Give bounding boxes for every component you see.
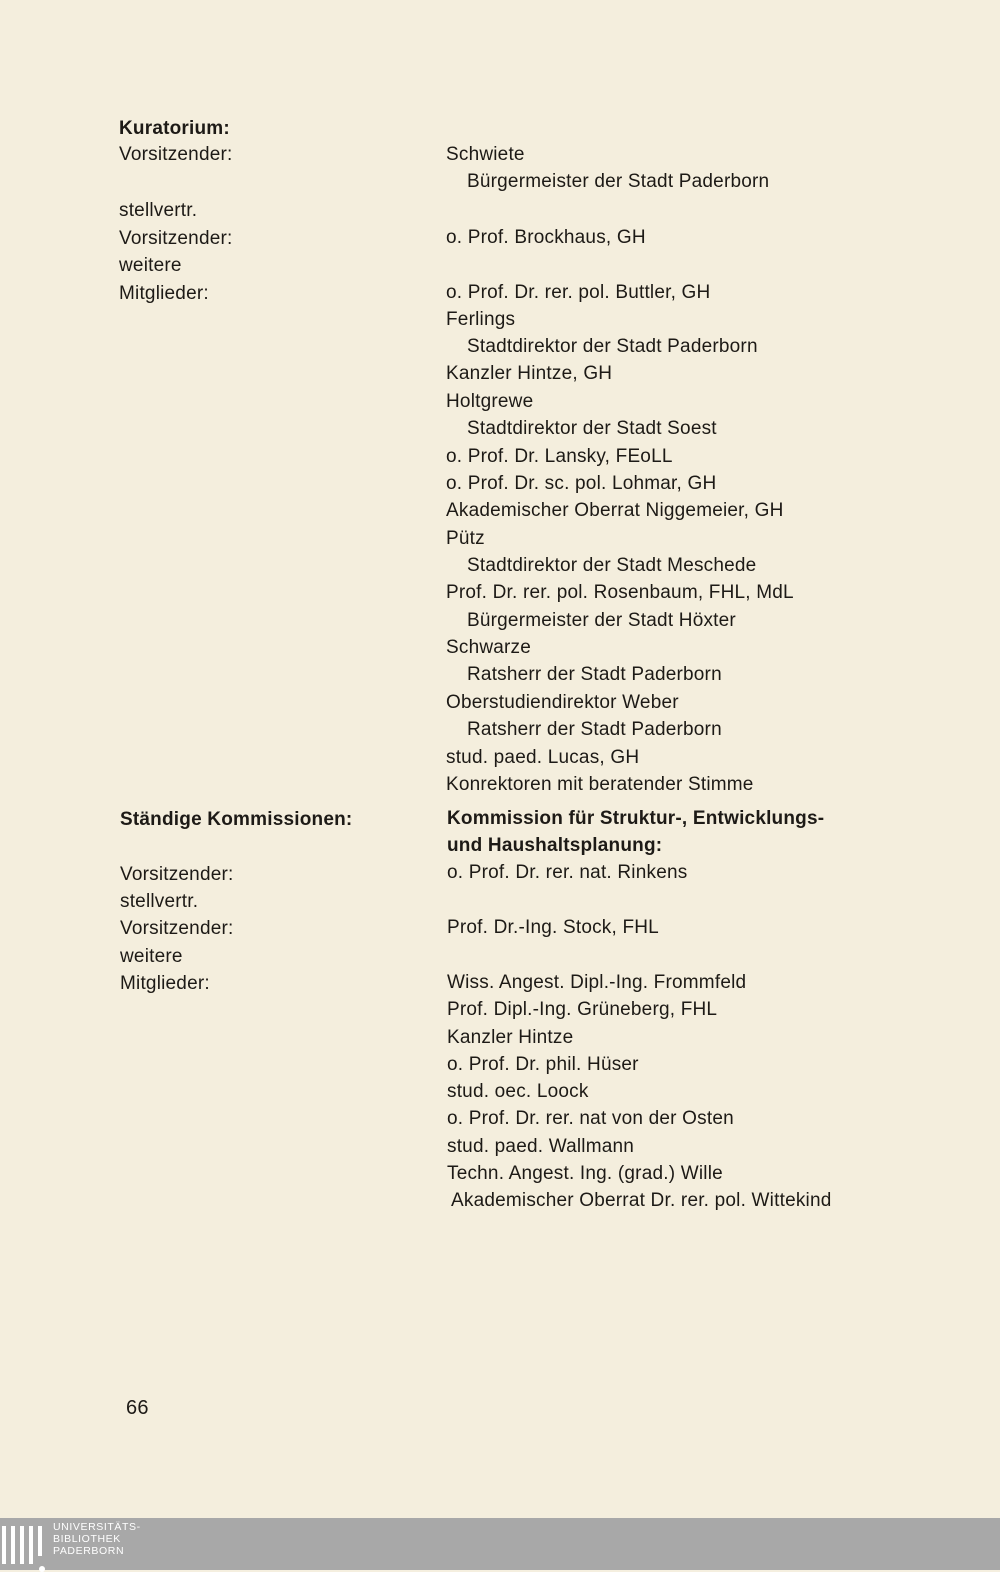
member-entry: Akademischer Oberrat Niggemeier, GH — [446, 500, 784, 521]
commission-title: und Haushaltsplanung: — [447, 835, 663, 856]
member-entry: Bürgermeister der Stadt Paderborn — [467, 171, 770, 192]
commission-entry: o. Prof. Dr. phil. Hüser — [447, 1054, 639, 1075]
member-entry: Ferlings — [446, 309, 516, 330]
kommissionen-label: Vorsitzender: — [120, 918, 234, 939]
kommissionen-heading: Ständige Kommissionen: — [120, 809, 353, 830]
member-entry: Oberstudiendirektor Weber — [446, 692, 679, 713]
commission-entry: Techn. Angest. Ing. (grad.) Wille — [447, 1163, 723, 1184]
member-entry: o. Prof. Dr. rer. pol. Buttler, GH — [446, 282, 711, 303]
member-entry: o. Prof. Brockhaus, GH — [446, 227, 646, 248]
kuratorium-label: Mitglieder: — [119, 283, 209, 304]
kommissionen-label: Mitglieder: — [120, 973, 210, 994]
commission-entry: o. Prof. Dr. rer. nat. Rinkens — [447, 862, 688, 883]
member-entry: Stadtdirektor der Stadt Paderborn — [467, 336, 758, 357]
library-footer — [0, 1518, 1000, 1570]
commission-title: Kommission für Struktur-, Entwicklungs- — [447, 808, 825, 829]
logo-line: BIBLIOTHEK — [53, 1533, 121, 1545]
kommissionen-label: Vorsitzender: — [120, 864, 234, 885]
kuratorium-label: Vorsitzender: — [119, 144, 233, 165]
commission-entry: Kanzler Hintze — [447, 1027, 574, 1048]
member-entry: stud. paed. Lucas, GH — [446, 747, 640, 768]
kommissionen-label: weitere — [120, 946, 183, 967]
member-entry: Schwiete — [446, 144, 525, 165]
logo-line: UNIVERSITÄTS- — [53, 1521, 141, 1533]
member-entry: o. Prof. Dr. Lansky, FEoLL — [446, 446, 673, 467]
member-entry: Ratsherr der Stadt Paderborn — [467, 719, 722, 740]
logo-line: PADERBORN — [53, 1545, 125, 1557]
kuratorium-label: Vorsitzender: — [119, 228, 233, 249]
member-entry: Stadtdirektor der Stadt Meschede — [467, 555, 757, 576]
member-entry: Prof. Dr. rer. pol. Rosenbaum, FHL, MdL — [446, 582, 794, 603]
library-logo-bars-icon — [2, 1526, 46, 1566]
library-logo-text — [53, 1521, 141, 1557]
commission-entry: Wiss. Angest. Dipl.-Ing. Frommfeld — [447, 972, 747, 993]
page-number: 66 — [126, 1397, 149, 1419]
commission-entry: stud. paed. Wallmann — [447, 1136, 635, 1157]
commission-entry: Prof. Dr.-Ing. Stock, FHL — [447, 917, 659, 938]
member-entry: o. Prof. Dr. sc. pol. Lohmar, GH — [446, 473, 717, 494]
member-entry: Pütz — [446, 528, 485, 549]
member-entry: Stadtdirektor der Stadt Soest — [467, 418, 717, 439]
member-entry: Holtgrewe — [446, 391, 534, 412]
kuratorium-label: weitere — [119, 255, 182, 276]
member-entry: Kanzler Hintze, GH — [446, 363, 613, 384]
member-entry: Schwarze — [446, 637, 532, 658]
kuratorium-label: stellvertr. — [119, 200, 198, 221]
kuratorium-heading: Kuratorium: — [119, 118, 230, 139]
kommissionen-label: stellvertr. — [120, 891, 199, 912]
commission-entry: stud. oec. Loock — [447, 1081, 589, 1102]
commission-entry: o. Prof. Dr. rer. nat von der Osten — [447, 1108, 734, 1129]
commission-entry: Akademischer Oberrat Dr. rer. pol. Wittekind — [451, 1190, 832, 1211]
member-entry: Bürgermeister der Stadt Höxter — [467, 610, 736, 631]
member-entry: Konrektoren mit beratender Stimme — [446, 774, 754, 795]
member-entry: Ratsherr der Stadt Paderborn — [467, 664, 722, 685]
commission-entry: Prof. Dipl.-Ing. Grüneberg, FHL — [447, 999, 718, 1020]
